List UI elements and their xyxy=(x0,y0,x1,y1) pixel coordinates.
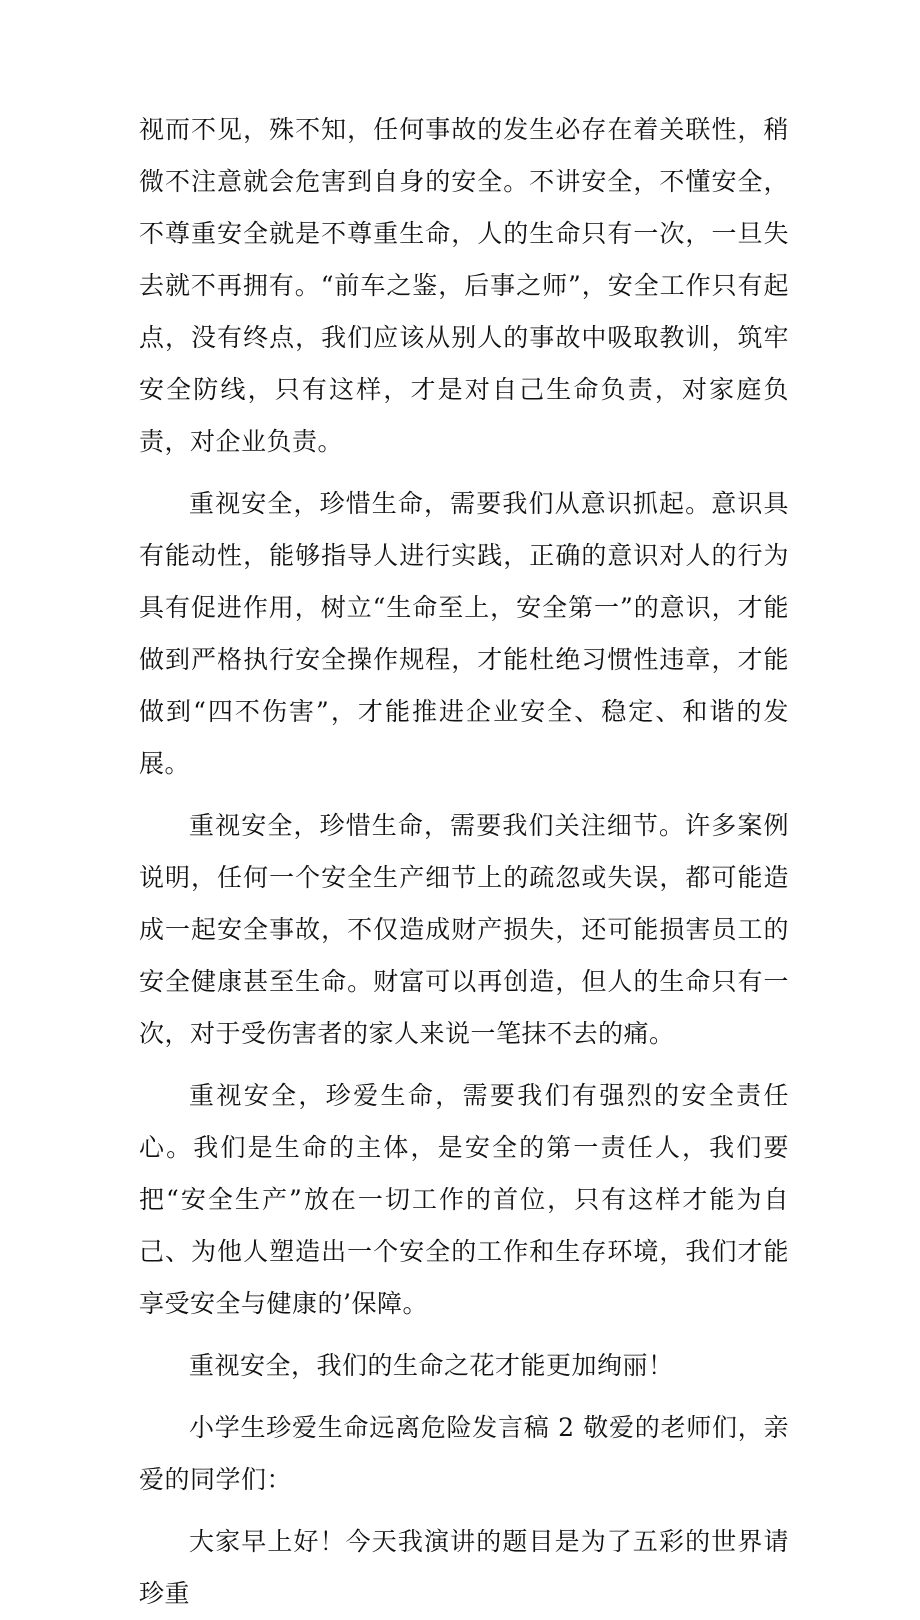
paragraph-responsibility: 重视安全，珍爱生命，需要我们有强烈的安全责任心。我们是生命的主体，是安全的第一责任人，我们要把“安全生产”放在一切工作的首位，只有这样才能为自己、为他人塑造出一个安全的工作和生存环境，我们才能享受安全与健康的’保障。 xyxy=(139,1081,789,1318)
paragraph-awareness: 重视安全，珍惜生命，需要我们从意识抓起。意识具有能动性，能够指导人进行实践，正确的意识对人的行为具有促进作用，树立“生命至上，安全第一”的意识，才能做到严格执行安全操作规程，才能杜绝习惯性违章，才能做到“四不伤害”，才能推进企业安全、稳定、和谐的发展。 xyxy=(139,489,789,778)
paragraph-continuation: 视而不见，殊不知，任何事故的发生必存在着关联性，稍微不注意就会危害到自身的安全。不讲安全，不懂安全，不尊重安全就是不尊重生命，人的生命只有一次，一旦失去就不再拥有。“前车之鉴，后事之师”，安全工作只有起点，没有终点，我们应该从别人的事故中吸取教训，筑牢安全防线，只有这样，才是对自己生命负责，对家庭负责，对企业负责。 xyxy=(139,115,789,456)
paragraph-speech-title: 小学生珍爱生命远离危险发言稿 2 敬爱的老师们，亲爱的同学们： xyxy=(139,1413,789,1494)
document-body xyxy=(139,104,789,1620)
paragraph-details: 重视安全，珍惜生命，需要我们关注细节。许多案例说明，任何一个安全生产细节上的疏忽或失误，都可能造成一起安全事故，不仅造成财产损失，还可能损害员工的安全健康甚至生命。财富可以再创造，但人的生命只有一次，对于受伤害者的家人来说一笔抹不去的痛。 xyxy=(139,811,789,1048)
paragraph-conclusion: 重视安全，我们的生命之花才能更加绚丽！ xyxy=(189,1351,674,1380)
paragraph-greeting: 大家早上好！今天我演讲的题目是为了五彩的世界请珍重 xyxy=(139,1527,789,1608)
